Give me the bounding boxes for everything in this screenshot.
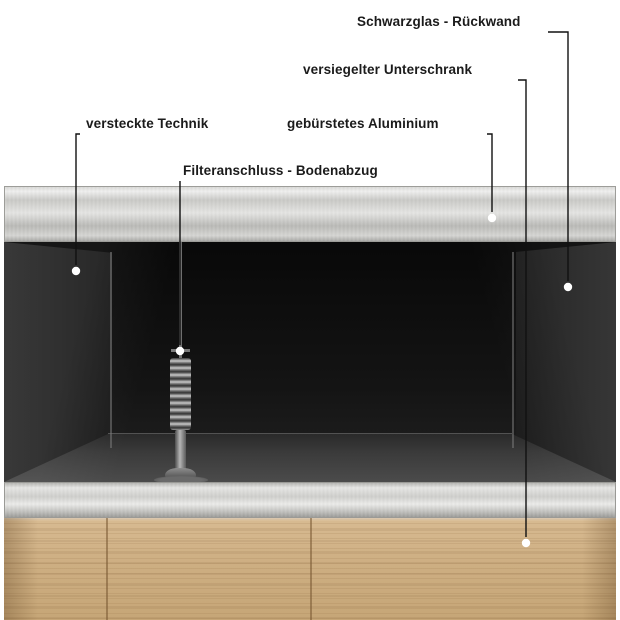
silicone-seam-left xyxy=(110,252,112,448)
filter-standpipe-crossbar xyxy=(171,349,190,352)
cabinet-shadow-right xyxy=(582,518,616,620)
aquarium-product-photo xyxy=(0,186,620,620)
label-schwarzglas-rueckwand: Schwarzglas - Rückwand xyxy=(357,14,521,29)
cabinet-shadow-left xyxy=(4,518,38,620)
glass-bottom-pane xyxy=(4,434,616,482)
label-filteranschluss-bodenabzug: Filteranschluss - Bodenabzug xyxy=(183,163,378,178)
bottom-pane-edge xyxy=(108,433,512,434)
cabinet-door-gap-left xyxy=(106,518,108,620)
aluminium-bottom-frame xyxy=(4,482,616,518)
wooden-cabinet xyxy=(4,518,616,620)
silicone-seam-right xyxy=(512,252,514,448)
aluminium-top-frame xyxy=(4,186,616,242)
filter-standpipe-spring xyxy=(170,358,191,430)
label-gebuerstetes-aluminium: gebürstetes Aluminium xyxy=(287,116,439,131)
label-versteckte-technik: versteckte Technik xyxy=(86,116,209,131)
label-versiegelter-unterschrank: versiegelter Unterschrank xyxy=(303,62,473,77)
glass-tank-body xyxy=(4,242,616,482)
cabinet-door-gap-center xyxy=(310,518,312,620)
